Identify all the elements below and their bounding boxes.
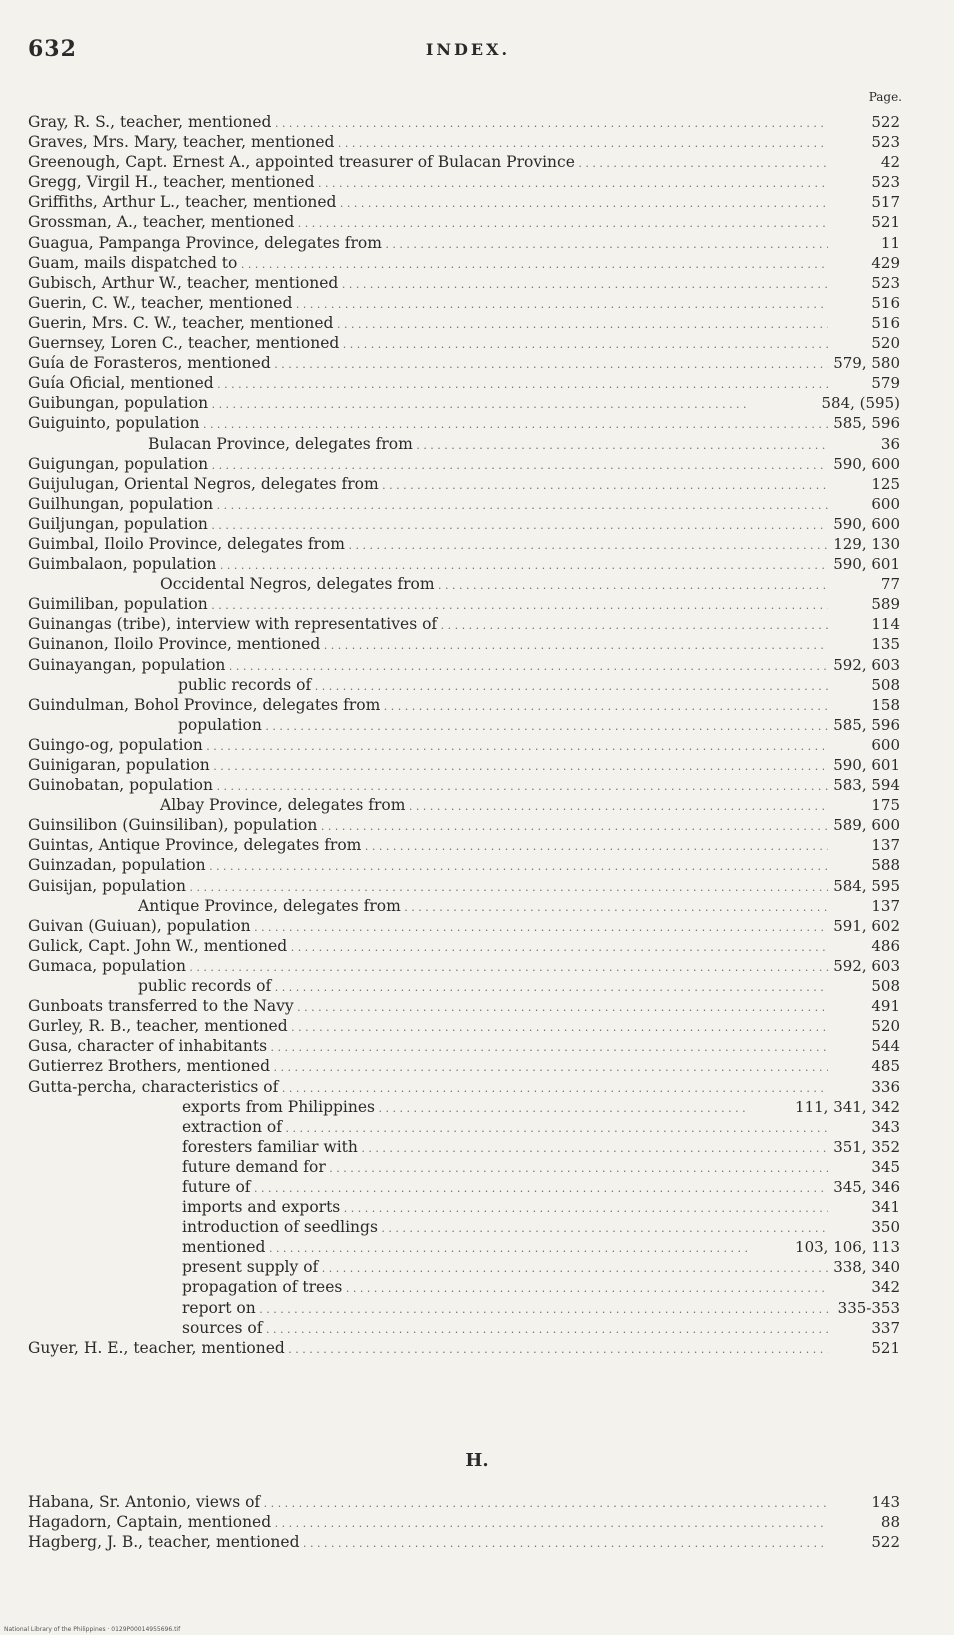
entry-text: Gutierrez Brothers, mentioned . . . — [28, 1056, 828, 1076]
entry-pages: 516 — [867, 313, 900, 333]
entry-text: Guinigaran, population . . . — [28, 755, 828, 775]
entry-text: Bulacan Province, delegates from . . . — [28, 434, 828, 454]
entry-pages: 137 — [867, 896, 900, 916]
index-entry — [28, 393, 900, 413]
index-entry — [28, 1318, 900, 1338]
index-entry — [28, 353, 900, 373]
entry-text: Guía de Forasteros, mentioned . . . — [28, 353, 828, 373]
entry-pages: 11 — [877, 233, 900, 253]
entry-pages: 337 — [867, 1318, 900, 1338]
index-entry — [28, 1197, 900, 1217]
entry-pages: 592, 603 — [829, 655, 900, 675]
index-entry — [28, 212, 900, 232]
entry-text: Guinsilibon (Guinsiliban), population . . . — [28, 815, 828, 835]
index-entry — [28, 454, 900, 474]
index-entry — [28, 976, 900, 996]
entry-text: Guinobatan, population . . . — [28, 775, 828, 795]
page-column-label: Page. — [868, 90, 902, 104]
index-entry — [28, 1492, 900, 1512]
index-entry — [28, 313, 900, 333]
index-entry — [28, 172, 900, 192]
entry-pages: 589, 600 — [829, 815, 900, 835]
entry-pages: 544 — [867, 1036, 900, 1056]
entry-pages: 590, 600 — [829, 454, 900, 474]
entry-text: Guiljungan, population . . . — [28, 514, 828, 534]
index-entry — [28, 916, 900, 936]
entry-pages: 590, 601 — [829, 554, 900, 574]
index-entry — [28, 1177, 900, 1197]
entry-pages: 350 — [867, 1217, 900, 1237]
entry-text: Gregg, Virgil H., teacher, mentioned . . . — [28, 172, 828, 192]
entry-pages: 158 — [867, 695, 900, 715]
entry-pages: 175 — [867, 795, 900, 815]
entry-text: sources of . . . — [28, 1318, 828, 1338]
entry-pages: 36 — [877, 434, 900, 454]
entry-pages: 345, 346 — [829, 1177, 900, 1197]
entry-text: introduction of seedlings . . . — [28, 1217, 828, 1237]
entry-text: Guagua, Pampanga Province, delegates from . . . — [28, 233, 828, 253]
entry-text: public records of . . . — [28, 976, 828, 996]
index-entry — [28, 574, 900, 594]
index-entry — [28, 293, 900, 313]
entry-pages: 585, 596 — [829, 413, 900, 433]
index-entry — [28, 1298, 900, 1318]
entry-pages: 429 — [867, 253, 900, 273]
entry-pages: 517 — [867, 192, 900, 212]
entry-text: foresters familiar with . . . — [28, 1137, 828, 1157]
entry-pages: 600 — [867, 735, 900, 755]
entry-text: Hagadorn, Captain, mentioned . . . — [28, 1512, 828, 1532]
entry-pages: 342 — [867, 1277, 900, 1297]
index-entry — [28, 675, 900, 695]
entry-pages: 103, 106, 113 — [791, 1237, 900, 1257]
index-entry — [28, 413, 900, 433]
index-entry — [28, 594, 900, 614]
section-letter: H. — [465, 1450, 489, 1471]
index-entry — [28, 695, 900, 715]
entry-pages: 600 — [867, 494, 900, 514]
entry-text: Gusa, character of inhabitants . . . — [28, 1036, 828, 1056]
entry-pages: 591, 602 — [829, 916, 900, 936]
entry-text: Gunboats transferred to the Navy . . . — [28, 996, 828, 1016]
entry-pages: 521 — [867, 1338, 900, 1358]
entry-text: Guam, mails dispatched to . . . — [28, 253, 828, 273]
entry-text: Guindulman, Bohol Province, delegates from . . . — [28, 695, 828, 715]
entry-pages: 42 — [877, 152, 900, 172]
entry-pages: 129, 130 — [829, 534, 900, 554]
entry-pages: 584, 595 — [829, 876, 900, 896]
entry-pages: 522 — [867, 112, 900, 132]
entry-text: propagation of trees . . . — [28, 1277, 828, 1297]
entry-pages: 143 — [867, 1492, 900, 1512]
index-entry — [28, 534, 900, 554]
entry-text: extraction of . . . — [28, 1117, 828, 1137]
entry-text: Graves, Mrs. Mary, teacher, mentioned . . . — [28, 132, 828, 152]
index-entry — [28, 333, 900, 353]
entry-pages: 111, 341, 342 — [791, 1097, 900, 1117]
entry-text: Albay Province, delegates from . . . — [28, 795, 828, 815]
index-entry — [28, 1117, 900, 1137]
scan-footer: National Library of the Philippines · 0129P00014955696.tif — [4, 1626, 181, 1633]
entry-text: Guinangas (tribe), interview with representatives of . . . — [28, 614, 828, 634]
index-entry — [28, 855, 900, 875]
entry-pages: 523 — [867, 273, 900, 293]
entry-text: Gray, R. S., teacher, mentioned . . . — [28, 112, 828, 132]
entry-text: Guintas, Antique Province, delegates from . . . — [28, 835, 828, 855]
page-number: 632 — [28, 36, 77, 62]
entry-text: future demand for . . . — [28, 1157, 828, 1177]
index-entry — [28, 775, 900, 795]
entry-pages: 345 — [867, 1157, 900, 1177]
index-entry — [28, 233, 900, 253]
entry-pages: 77 — [877, 574, 900, 594]
index-entries-g — [28, 112, 900, 1358]
entry-pages: 523 — [867, 132, 900, 152]
page-header — [28, 36, 908, 66]
entry-pages: 585, 596 — [829, 715, 900, 735]
entry-pages: 508 — [867, 976, 900, 996]
entry-pages: 137 — [867, 835, 900, 855]
entry-text: Gulick, Capt. John W., mentioned . . . — [28, 936, 828, 956]
entry-pages: 135 — [867, 634, 900, 654]
index-entry — [28, 715, 900, 735]
entry-pages: 590, 601 — [829, 755, 900, 775]
entry-pages: 589 — [867, 594, 900, 614]
entry-text: Guinanon, Iloilo Province, mentioned . . . — [28, 634, 828, 654]
entry-text: imports and exports . . . — [28, 1197, 828, 1217]
entry-pages: 521 — [867, 212, 900, 232]
entry-text: report on . . . — [28, 1298, 828, 1318]
entry-pages: 351, 352 — [829, 1137, 900, 1157]
index-entry — [28, 876, 900, 896]
entry-pages: 343 — [867, 1117, 900, 1137]
entry-pages: 520 — [867, 1016, 900, 1036]
entry-text: Antique Province, delegates from . . . — [28, 896, 828, 916]
index-entry — [28, 434, 900, 454]
entry-text: future of . . . — [28, 1177, 828, 1197]
entry-text: Gurley, R. B., teacher, mentioned . . . — [28, 1016, 828, 1036]
index-entry — [28, 1077, 900, 1097]
index-entry — [28, 1097, 900, 1117]
entry-pages: 508 — [867, 675, 900, 695]
index-entry — [28, 614, 900, 634]
entry-pages: 125 — [867, 474, 900, 494]
index-entry — [28, 373, 900, 393]
entry-pages: 590, 600 — [829, 514, 900, 534]
entry-text: Guigungan, population . . . — [28, 454, 828, 474]
entry-text: present supply of . . . — [28, 1257, 828, 1277]
index-entry — [28, 1277, 900, 1297]
entry-pages: 486 — [867, 936, 900, 956]
entry-text: Guilhungan, population . . . — [28, 494, 828, 514]
entry-text: Guía Oficial, mentioned . . . — [28, 373, 828, 393]
entry-pages: 583, 594 — [829, 775, 900, 795]
index-entry — [28, 956, 900, 976]
index-entry — [28, 1338, 900, 1358]
entry-text: Habana, Sr. Antonio, views of . . . — [28, 1492, 828, 1512]
index-entry — [28, 132, 900, 152]
index-entry — [28, 554, 900, 574]
entry-text: Hagberg, J. B., teacher, mentioned . . . — [28, 1532, 828, 1552]
index-entry — [28, 655, 900, 675]
index-entry — [28, 1237, 900, 1257]
index-entry — [28, 1257, 900, 1277]
index-entry — [28, 1137, 900, 1157]
index-entry — [28, 1217, 900, 1237]
index-entry — [28, 253, 900, 273]
index-entry — [28, 1157, 900, 1177]
index-entry — [28, 112, 900, 132]
index-entries-h — [28, 1492, 900, 1552]
index-entry — [28, 1056, 900, 1076]
index-entry — [28, 192, 900, 212]
entry-text: Guijulugan, Oriental Negros, delegates from . . . — [28, 474, 828, 494]
entry-pages: 579 — [867, 373, 900, 393]
index-entry — [28, 1532, 900, 1552]
entry-text: mentioned . . . — [28, 1237, 750, 1257]
index-entry — [28, 936, 900, 956]
entry-text: Griffiths, Arthur L., teacher, mentioned . . . — [28, 192, 828, 212]
entry-pages: 114 — [867, 614, 900, 634]
entry-text: Gumaca, population . . . — [28, 956, 828, 976]
entry-pages: 522 — [867, 1532, 900, 1552]
entry-text: exports from Philippines . . . — [28, 1097, 750, 1117]
entry-text: Guimbalaon, population . . . — [28, 554, 828, 574]
index-entry — [28, 795, 900, 815]
entry-text: Grossman, A., teacher, mentioned . . . — [28, 212, 828, 232]
index-entry — [28, 1016, 900, 1036]
entry-pages: 579, 580 — [829, 353, 900, 373]
index-entry — [28, 896, 900, 916]
entry-text: Guinayangan, population . . . — [28, 655, 828, 675]
entry-pages: 523 — [867, 172, 900, 192]
index-entry — [28, 735, 900, 755]
entry-text: Guyer, H. E., teacher, mentioned . . . — [28, 1338, 828, 1358]
entry-text: Guernsey, Loren C., teacher, mentioned . . . — [28, 333, 828, 353]
index-entry — [28, 1036, 900, 1056]
entry-pages: 592, 603 — [829, 956, 900, 976]
entry-text: Guimbal, Iloilo Province, delegates from . . . — [28, 534, 828, 554]
index-entry — [28, 755, 900, 775]
entry-text: Guivan (Guiuan), population . . . — [28, 916, 828, 936]
entry-text: Guingo-og, population . . . — [28, 735, 828, 755]
entry-pages: 88 — [877, 1512, 900, 1532]
index-entry — [28, 835, 900, 855]
entry-pages: 338, 340 — [829, 1257, 900, 1277]
entry-text: population . . . — [28, 715, 828, 735]
entry-pages: 491 — [867, 996, 900, 1016]
index-entry — [28, 815, 900, 835]
entry-pages: 336 — [867, 1077, 900, 1097]
entry-text: Guisijan, population . . . — [28, 876, 828, 896]
entry-pages: 485 — [867, 1056, 900, 1076]
index-entry — [28, 273, 900, 293]
index-entry — [28, 152, 900, 172]
index-entry — [28, 514, 900, 534]
entry-text: Guerin, C. W., teacher, mentioned . . . — [28, 293, 828, 313]
entry-pages: 516 — [867, 293, 900, 313]
index-entry — [28, 1512, 900, 1532]
entry-text: Occidental Negros, delegates from . . . — [28, 574, 828, 594]
index-entry — [28, 494, 900, 514]
entry-pages: 520 — [867, 333, 900, 353]
entry-text: Guimiliban, population . . . — [28, 594, 828, 614]
entry-pages: 588 — [867, 855, 900, 875]
entry-text: Guinzadan, population . . . — [28, 855, 828, 875]
running-title: INDEX. — [425, 40, 511, 59]
index-entry — [28, 996, 900, 1016]
entry-text: Gubisch, Arthur W., teacher, mentioned . . . — [28, 273, 828, 293]
entry-text: Guiguinto, population . . . — [28, 413, 828, 433]
entry-text: Gutta-percha, characteristics of . . . — [28, 1077, 828, 1097]
entry-text: Guibungan, population . . . — [28, 393, 750, 413]
entry-pages: 335-353 — [834, 1298, 900, 1318]
entry-text: Guerin, Mrs. C. W., teacher, mentioned . . . — [28, 313, 828, 333]
entry-pages: 584, (595) — [817, 393, 900, 413]
entry-text: public records of . . . — [28, 675, 828, 695]
entry-text: Greenough, Capt. Ernest A., appointed treasurer of Bulacan Province . . . — [28, 152, 828, 172]
entry-pages: 341 — [867, 1197, 900, 1217]
index-entry — [28, 634, 900, 654]
index-entry — [28, 474, 900, 494]
